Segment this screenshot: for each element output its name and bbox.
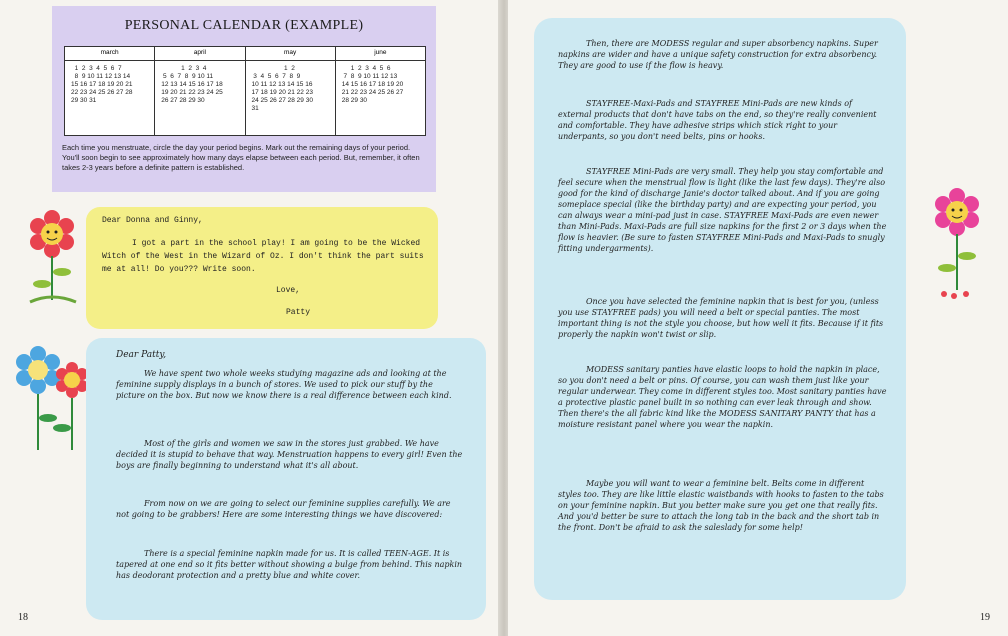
right-page bbox=[508, 0, 1008, 636]
month-name: may bbox=[246, 47, 335, 61]
letter-reply bbox=[86, 338, 486, 620]
right-paragraph: MODESS sanitary panties have elastic loops to hold the napkin in place, so you don't need a belt or pins. Of course, you can wash them just like your regular underwear. They come in different styles too. Most sanitary panties have a protective plastic panel built in so nothing can ever leak through and show. Then there's the all fabric kind like the MODESS SANITARY PANTY that has a moisture resistant panel where you wear the napkin. bbox=[558, 365, 887, 429]
month-may bbox=[246, 47, 336, 135]
month-april bbox=[155, 47, 245, 135]
letter-greeting: Dear Donna and Ginny, bbox=[102, 216, 203, 225]
month-days: 1 2 3 4 5 6 7 8 9 10 11 12 13 14 15 16 17 18 19 20 21 22 23 24 25 26 27 28 29 30 bbox=[341, 65, 404, 104]
right-paragraph: Then, there are MODESS regular and super absorbency napkins. Super napkins are wider and have a unique safety construction for extra absorbency. They are good to use if the flow is heavy. bbox=[558, 39, 878, 70]
reply-paragraph: We have spent two whole weeks studying magazine ads and looking at the feminine supply displays in a bunch of stores. We used to pick our stuff by the picture on the box. But now we know there is a real difference between each kind. bbox=[116, 369, 452, 400]
reply-paragraph: There is a special feminine napkin made for us. It is called TEEN-AGE. It is tapered at one end so it fits better without showing a bulge from behind. This napkin has deodorant protection and a pretty blue and white cover. bbox=[116, 549, 463, 580]
left-page bbox=[0, 0, 500, 636]
flower-illustration-icon bbox=[926, 182, 988, 304]
month-name: june bbox=[336, 47, 425, 61]
letter-closing: Love, bbox=[276, 286, 301, 295]
personal-calendar bbox=[52, 6, 436, 192]
right-text-panel bbox=[534, 18, 906, 600]
letter-from-patty bbox=[86, 207, 438, 329]
reply-greeting: Dear Patty, bbox=[116, 350, 167, 360]
flowers-illustration-icon bbox=[8, 340, 90, 460]
month-name: march bbox=[65, 47, 154, 61]
calendar-instructions: Each time you menstruate, circle the day your period begins. Mark out the remaining days of your period. You'll soon begin to see approximately how many days elapse between each period. But, remember, it often takes 2-3 years before a definite pattern is established. bbox=[62, 143, 420, 172]
reply-paragraph: Most of the girls and women we saw in the stores just grabbed. We have decided it is stupid to behave that way. Menstruation happens to every girl! Even the boys are finally beginning to understand what it's all about. bbox=[116, 439, 463, 470]
reply-paragraph: From now on we are going to select our feminine supplies carefully. We are not going to be grabbers! Here are some interesting things we have discovered: bbox=[116, 499, 451, 519]
month-june bbox=[336, 47, 425, 135]
month-march bbox=[65, 47, 155, 135]
month-days: 1 2 3 4 5 6 7 8 9 10 11 12 13 14 15 16 17 18 19 20 21 22 23 24 25 26 27 28 29 30 31 bbox=[251, 65, 313, 112]
page-number: 19 bbox=[980, 612, 990, 623]
calendar-title: PERSONAL CALENDAR (EXAMPLE) bbox=[124, 18, 364, 33]
month-name: april bbox=[155, 47, 244, 61]
right-paragraph: STAYFREE Mini-Pads are very small. They help you stay comfortable and feel secure when the menstrual flow is light (like the last few days). They're also good for the kind of discharge Janie's doctor talked about. And if you are going someplace special (like the birthday party) and are expecting your period, you can always wear a mini-pad just in case. STAYFREE Maxi-Pads are even newer than Mini-Pads. Maxi-Pads are full size napkins for the first 2 or 3 days when the flow is heavier. (Be sure to fasten STAYFREE Mini-Pads and Maxi-Pads to snugly fitting undergarments). bbox=[558, 167, 887, 253]
letter-signature: Patty bbox=[286, 308, 311, 317]
right-paragraph: STAYFREE-Maxi-Pads and STAYFREE Mini-Pads are new kinds of external products that don't have tabs on the end, so they're really convenient and comfortable. They have adhesive strips which stick right to your underpants, so you don't need belts, pins or hooks. bbox=[558, 99, 877, 141]
right-paragraph: Once you have selected the feminine napkin that is best for you, (unless you use STAYFREE pads) you will need a belt or special panties. The most important thing is not the style you choose, but how well it fits. Because if it fits properly the napkin won't twist or slip. bbox=[558, 297, 884, 339]
flower-illustration-icon bbox=[22, 200, 82, 310]
right-paragraph: Maybe you will want to wear a feminine belt. Belts come in different styles too. They are like little elastic waistbands with hooks to fasten to the tabs on your feminine napkin. But you better make sure you get one that really fits. And you'd better be sure to attach the long tab in the back and the short tab in the front. Don't be afraid to ask the saleslady for some help! bbox=[558, 479, 884, 532]
page-number: 18 bbox=[18, 612, 28, 623]
month-days: 1 2 3 4 5 6 7 8 9 10 11 12 13 14 15 16 17 18 19 20 21 22 23 24 25 26 27 28 29 30 bbox=[161, 65, 223, 104]
month-days: 1 2 3 4 5 6 7 8 9 10 11 12 13 14 15 16 17 18 19 20 21 22 23 24 25 26 27 28 29 30 31 bbox=[71, 65, 133, 104]
letter-body: I got a part in the school play! I am going to be the Wicked Witch of the West in the Wizard of Oz. I don't think the part suits me at all! Do you??? Write soon. bbox=[102, 239, 424, 274]
calendar-grid bbox=[64, 46, 426, 136]
